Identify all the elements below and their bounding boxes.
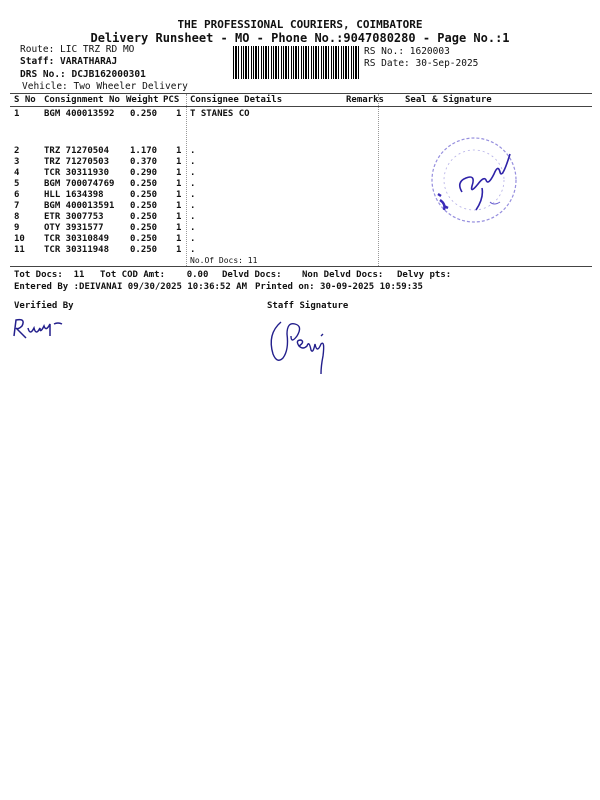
row-weight: 0.290	[130, 168, 158, 178]
row-consignment-no: TCR 30311930	[44, 168, 110, 178]
row-sno: 11	[14, 245, 25, 255]
verified-by-signature	[10, 314, 70, 344]
row-sno: 1	[14, 109, 20, 119]
col-weight: Weight	[126, 95, 159, 105]
row-pcs: 1	[176, 157, 182, 167]
seal-stamp	[424, 128, 524, 228]
runsheet-title: Delivery Runsheet - MO - Phone No.:9047080280 - Page No.:1	[90, 31, 510, 45]
tot-cod-amt: Tot COD Amt: 0.00	[100, 270, 209, 280]
entered-by: Entered By :DEIVANAI 09/30/2025 10:36:52 AM	[14, 282, 247, 292]
col-divider-remarks	[378, 94, 379, 266]
delvy-pts: Delvy pts:	[397, 270, 452, 280]
row-weight: 0.250	[130, 245, 158, 255]
barcode	[233, 46, 361, 79]
col-seal: Seal & Signature	[405, 95, 492, 105]
header-rule-bottom	[10, 106, 592, 107]
row-sno: 6	[14, 190, 20, 200]
row-consignment-no: TCR 30310849	[44, 234, 110, 244]
rs-date: RS Date: 30-Sep-2025	[364, 58, 479, 69]
row-consignment-no: BGM 700074769	[44, 179, 115, 189]
row-sno: 10	[14, 234, 25, 244]
row-weight: 0.250	[130, 179, 158, 189]
route-label: Route: LIC TRZ RD MO	[20, 44, 135, 55]
row-pcs: 1	[176, 201, 182, 211]
staff-signature-label: Staff Signature	[267, 301, 349, 311]
row-sno: 7	[14, 201, 20, 211]
col-consignment: Consignment No	[44, 95, 120, 105]
table-rule-bottom	[10, 266, 592, 267]
row-weight: 0.370	[130, 157, 158, 167]
row-weight: 0.250	[130, 190, 158, 200]
row-pcs: 1	[176, 146, 182, 156]
vehicle-label: Vehicle: Two Wheeler Delivery	[22, 81, 188, 92]
row-sno: 9	[14, 223, 20, 233]
col-pcs: PCS	[163, 95, 180, 105]
row-sno: 3	[14, 157, 20, 167]
drs-number: DRS No.: DCJB162000301	[20, 69, 146, 80]
row-sno: 8	[14, 212, 20, 222]
row-consignee: .	[190, 146, 196, 156]
row-consignment-no: OTY 3931577	[44, 223, 104, 233]
row-consignee: .	[190, 190, 196, 200]
row-sno: 2	[14, 146, 20, 156]
row-pcs: 1	[176, 109, 182, 119]
row-pcs: 1	[176, 179, 182, 189]
row-consignee: .	[190, 179, 196, 189]
printed-on: Printed on: 30-09-2025 10:59:35	[255, 282, 423, 292]
delvd-docs: Delvd Docs:	[222, 270, 282, 280]
row-weight: 0.250	[130, 212, 158, 222]
row-consignment-no: BGM 400013592	[44, 109, 115, 119]
row-pcs: 1	[176, 245, 182, 255]
row-consignment-no: TCR 30311948	[44, 245, 110, 255]
verified-by-label: Verified By	[14, 301, 74, 311]
row-consignee: T STANES CO	[190, 109, 250, 119]
row-pcs: 1	[176, 212, 182, 222]
non-delvd-docs: Non Delvd Docs:	[302, 270, 384, 280]
col-divider-consignee	[186, 94, 187, 266]
row-weight: 0.250	[130, 201, 158, 211]
row-consignee: .	[190, 201, 196, 211]
row-consignee: .	[190, 168, 196, 178]
company-name: THE PROFESSIONAL COURIERS, COIMBATORE	[177, 18, 423, 31]
row-consignment-no: TRZ 71270504	[44, 146, 110, 156]
row-pcs: 1	[176, 234, 182, 244]
row-consignee: .	[190, 212, 196, 222]
staff-label: Staff: VARATHARAJ	[20, 56, 118, 67]
row-consignment-no: HLL 1634398	[44, 190, 104, 200]
row-weight: 1.170	[130, 146, 158, 156]
row-consignee: .	[190, 234, 196, 244]
staff-signature	[265, 310, 335, 376]
row-consignee: .	[190, 157, 196, 167]
no-of-docs: No.Of Docs: 11	[190, 256, 258, 265]
row-pcs: 1	[176, 223, 182, 233]
row-sno: 4	[14, 168, 20, 178]
row-consignment-no: ETR 3007753	[44, 212, 104, 222]
row-weight: 0.250	[130, 223, 158, 233]
row-sno: 5	[14, 179, 20, 189]
row-consignee: .	[190, 245, 196, 255]
col-sno: S No	[14, 95, 36, 105]
col-consignee: Consignee Details	[190, 95, 283, 105]
row-consignment-no: TRZ 71270503	[44, 157, 110, 167]
row-weight: 0.250	[130, 109, 158, 119]
row-pcs: 1	[176, 168, 182, 178]
row-weight: 0.250	[130, 234, 158, 244]
row-consignee: .	[190, 223, 196, 233]
rs-number: RS No.: 1620003	[364, 46, 450, 57]
col-remarks: Remarks	[346, 95, 384, 105]
row-consignment-no: BGM 400013591	[44, 201, 115, 211]
header-rule-top	[10, 93, 592, 94]
tot-docs: Tot Docs: 11	[14, 270, 85, 280]
row-pcs: 1	[176, 190, 182, 200]
